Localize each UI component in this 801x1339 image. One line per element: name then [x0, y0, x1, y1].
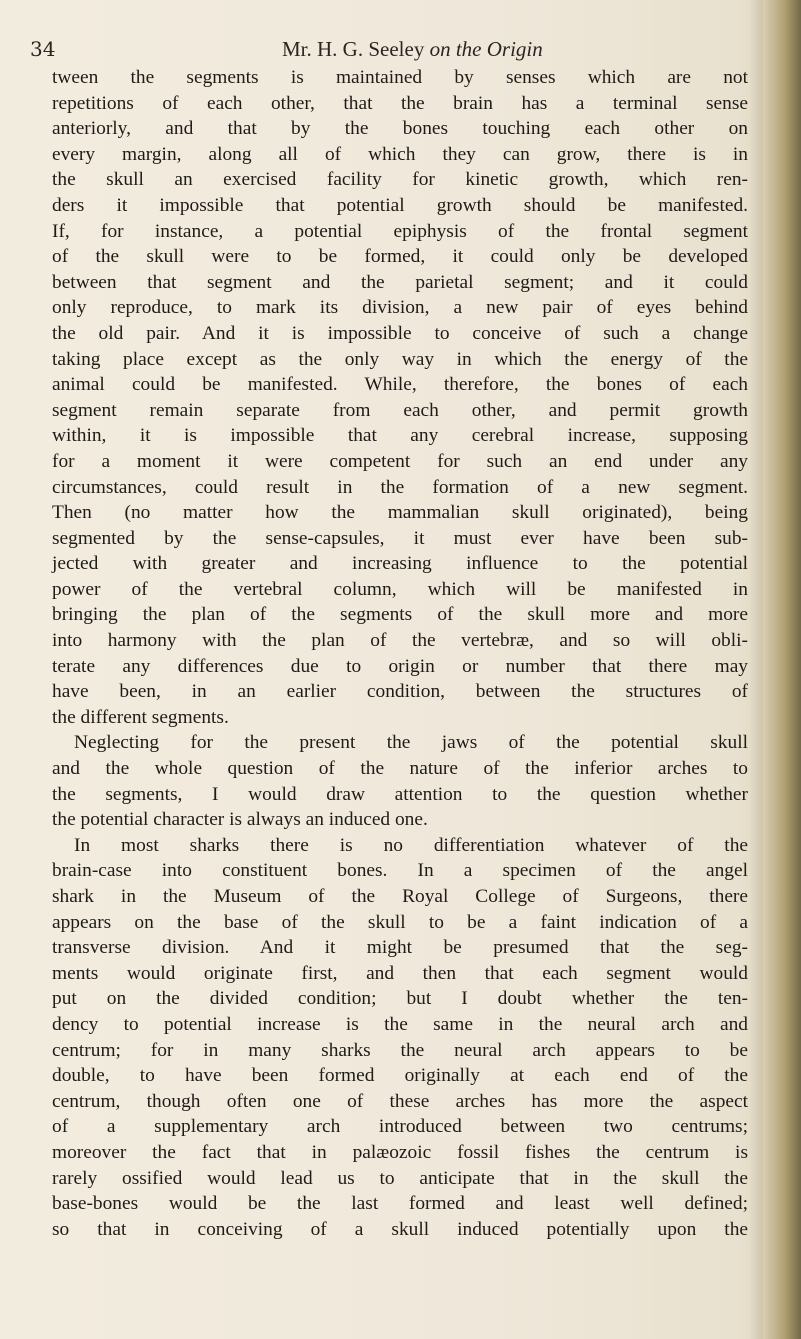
text-line: anteriorly, and that by the bones touching each other on: [52, 118, 748, 140]
text-line: so that in conceiving of a skull induced potentially upon the: [52, 1218, 748, 1240]
page-number: 34: [30, 37, 56, 61]
text-line: centrum, though often one of these arches has more the aspect: [52, 1090, 748, 1112]
text-line: put on the divided condition; but I doubt whether the ten-: [52, 988, 748, 1010]
text-line: repetitions of each other, that the brain has a terminal sense: [52, 92, 748, 114]
text-line: and the whole question of the nature of the inferior arches to: [52, 758, 748, 780]
text-line: shark in the Museum of the Royal College of Surgeons, there: [52, 886, 748, 907]
paragraph-start-line: Neglecting for the present the jaws of the potential skull: [74, 732, 748, 754]
text-line: jected with greater and increasing influence to the potential: [52, 553, 748, 575]
text-line: ments would originate first, and then that each segment would: [52, 962, 748, 984]
page-edge: [763, 0, 801, 1339]
running-head-author: Mr. H. G. Seeley: [282, 37, 430, 61]
text-line: segmented by the sense-capsules, it must ever have been sub-: [52, 527, 748, 549]
text-line: brain-case into constituent bones. In a specimen of the angel: [52, 860, 748, 882]
text-line: taking place except as the only way in which the energy of the: [52, 348, 748, 370]
text-line: circumstances, could result in the formation of a new segment.: [52, 476, 748, 498]
text-line: every margin, along all of which they can grow, there is in: [52, 143, 748, 165]
running-head: [282, 37, 543, 62]
page-gutter-shadow: [749, 0, 763, 1339]
text-line: within, it is impossible that any cerebral increase, supposing: [52, 425, 748, 447]
text-line: appears on the base of the skull to be a faint indication of a: [52, 911, 748, 933]
text-line: power of the vertebral column, which will be manifested in: [52, 578, 748, 600]
paragraph-start-line: In most sharks there is no differentiation whatever of the: [74, 834, 748, 856]
text-line: the different segments.: [52, 706, 229, 728]
text-line: tween the segments is maintained by senses which are not: [52, 67, 748, 88]
text-line: dency to potential increase is the same in the neural arch and: [52, 1013, 748, 1035]
text-line: segment remain separate from each other, and permit growth: [52, 399, 748, 421]
body-text: [52, 65, 748, 1242]
text-line: the potential character is always an induced one.: [52, 809, 428, 831]
running-head-title: on the Origin: [429, 37, 543, 61]
text-line: If, for instance, a potential epiphysis of the frontal segment: [52, 220, 748, 242]
text-line: for a moment it were competent for such an end under any: [52, 450, 748, 472]
text-line: the skull an exercised facility for kinetic growth, which ren-: [52, 169, 748, 191]
text-line: only reproduce, to mark its division, a new pair of eyes behind: [52, 297, 748, 319]
text-line: transverse division. And it might be presumed that the seg-: [52, 937, 748, 959]
text-line: animal could be manifested. While, therefore, the bones of each: [52, 374, 748, 396]
text-line: have been, in an earlier condition, between the structures of: [52, 681, 748, 703]
text-line: moreover the fact that in palæozoic fossil fishes the centrum is: [52, 1141, 748, 1163]
page-header: [30, 37, 760, 67]
text-line: base-bones would be the last formed and least well defined;: [52, 1193, 748, 1215]
text-line: terate any differences due to origin or number that there may: [52, 655, 748, 677]
text-line: rarely ossified would lead us to anticipate that in the skull the: [52, 1167, 748, 1189]
text-line: between that segment and the parietal segment; and it could: [52, 271, 748, 293]
text-line: Then (no matter how the mammalian skull originated), being: [52, 502, 748, 524]
text-line: double, to have been formed originally at each end of the: [52, 1065, 748, 1087]
text-line: bringing the plan of the segments of the skull more and more: [52, 604, 748, 626]
text-line: centrum; for in many sharks the neural arch appears to be: [52, 1039, 748, 1061]
text-line: of a supplementary arch introduced between two centrums;: [52, 1116, 748, 1138]
text-line: the old pair. And it is impossible to conceive of such a change: [52, 322, 748, 344]
text-line: of the skull were to be formed, it could only be developed: [52, 246, 748, 268]
text-line: ders it impossible that potential growth should be manifested.: [52, 194, 748, 216]
text-line: the segments, I would draw attention to the question whether: [52, 783, 748, 805]
text-line: into harmony with the plan of the vertebræ, and so will obli-: [52, 630, 748, 652]
